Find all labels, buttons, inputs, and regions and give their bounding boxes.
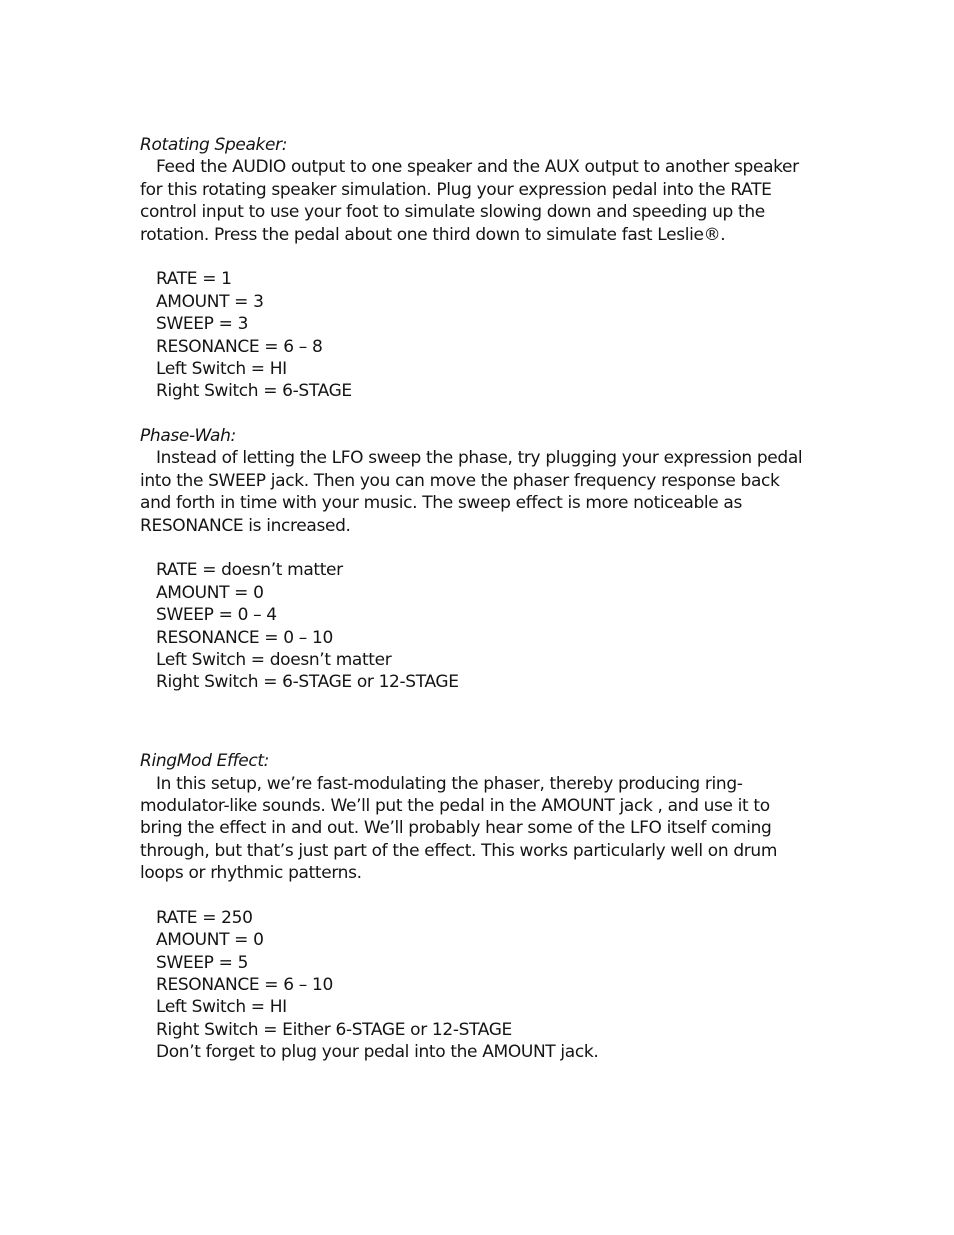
paragraph-line: modulator-like sounds. We’ll put the pedal in the AMOUNT jack , and use it to xyxy=(140,795,770,816)
spacer xyxy=(140,403,830,425)
paragraph-line: rotation. Press the pedal about one third down to simulate fast Leslie®. xyxy=(140,224,726,245)
section-paragraph xyxy=(140,156,830,246)
setting-item: RATE = doesn’t matter xyxy=(156,560,343,581)
setting-note: Don’t forget to plug your pedal into the AMOUNT jack. xyxy=(156,1042,599,1063)
setting-item: AMOUNT = 0 xyxy=(156,582,264,603)
section-heading: Phase-Wah: xyxy=(140,426,236,447)
setting-item: RATE = 250 xyxy=(156,907,253,928)
setting-item: Left Switch = doesn’t matter xyxy=(156,649,392,670)
section-paragraph xyxy=(140,447,830,537)
setting-item: RATE = 1 xyxy=(156,269,232,290)
paragraph-line: into the SWEEP jack. Then you can move the phaser frequency response back xyxy=(140,470,780,491)
setting-item: Left Switch = HI xyxy=(156,358,287,379)
setting-item: RESONANCE = 6 – 10 xyxy=(156,975,333,996)
setting-item: AMOUNT = 0 xyxy=(156,930,264,951)
setting-item: SWEEP = 5 xyxy=(156,952,249,973)
section-phase-wah xyxy=(140,425,830,694)
spacer xyxy=(140,885,830,907)
paragraph-line: bring the effect in and out. We’ll probably hear some of the LFO itself coming xyxy=(140,818,772,839)
spacer xyxy=(140,694,830,728)
paragraph-line: for this rotating speaker simulation. Plug your expression pedal into the RATE xyxy=(140,179,772,200)
section-heading: Rotating Speaker: xyxy=(140,135,288,155)
paragraph-line: loops or rhythmic patterns. xyxy=(140,863,362,884)
section-heading: RingMod Effect: xyxy=(140,751,270,772)
setting-item: SWEEP = 3 xyxy=(156,314,249,335)
paragraph-line: control input to use your foot to simulate slowing down and speeding up the xyxy=(140,202,765,223)
setting-item: Right Switch = Either 6-STAGE or 12-STAGE xyxy=(156,1019,512,1040)
setting-item: Right Switch = 6-STAGE or 12-STAGE xyxy=(156,672,459,693)
paragraph-line: Instead of letting the LFO sweep the phase, try plugging your expression pedal xyxy=(156,448,803,469)
paragraph-line: In this setup, we’re fast-modulating the phaser, thereby producing ring- xyxy=(156,773,743,794)
section-ringmod-effect xyxy=(140,750,830,1063)
setting-item: Right Switch = 6-STAGE xyxy=(156,381,352,402)
spacer xyxy=(140,246,830,268)
settings-list xyxy=(140,268,830,402)
section-paragraph xyxy=(140,773,830,885)
document-page xyxy=(140,134,830,1064)
spacer xyxy=(140,728,830,750)
setting-item: AMOUNT = 3 xyxy=(156,291,264,312)
section-rotating-speaker xyxy=(140,134,830,403)
paragraph-line: RESONANCE is increased. xyxy=(140,515,351,536)
settings-list xyxy=(140,907,830,1064)
settings-list xyxy=(140,559,830,693)
setting-item: SWEEP = 0 – 4 xyxy=(156,605,277,626)
paragraph-line: through, but that’s just part of the effect. This works particularly well on drum xyxy=(140,840,778,861)
setting-item: RESONANCE = 0 – 10 xyxy=(156,627,333,648)
paragraph-line: Feed the AUDIO output to one speaker and the AUX output to another speaker xyxy=(156,157,799,178)
setting-item: Left Switch = HI xyxy=(156,997,287,1018)
paragraph-line: and forth in time with your music. The sweep effect is more noticeable as xyxy=(140,493,742,514)
spacer xyxy=(140,537,830,559)
setting-item: RESONANCE = 6 – 8 xyxy=(156,336,323,357)
